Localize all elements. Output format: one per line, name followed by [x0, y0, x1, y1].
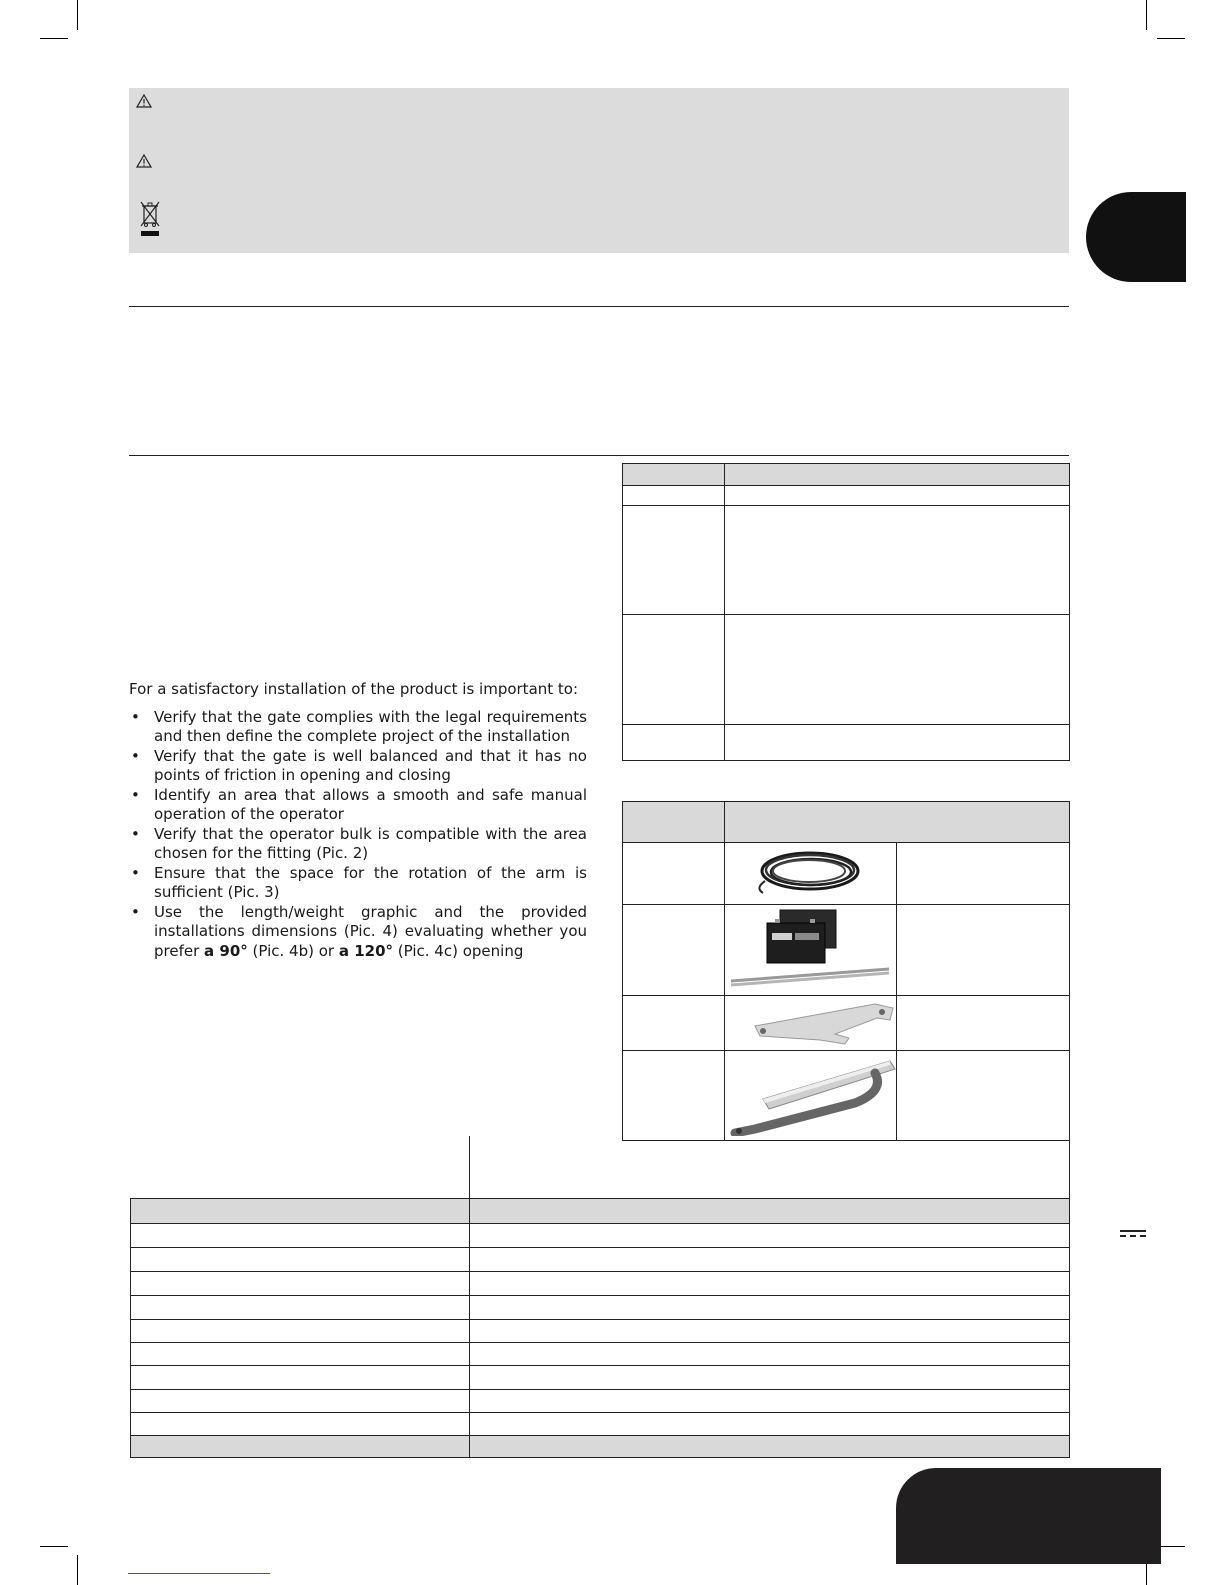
- table-row: [131, 1343, 1070, 1366]
- table-row: [623, 615, 1070, 725]
- crossed-out-bin-icon: [139, 200, 161, 238]
- list-item-text: (Pic. 4b) or: [247, 941, 339, 960]
- table-row: [131, 1390, 1070, 1413]
- table-cell: [725, 725, 1070, 761]
- table-cell: [623, 802, 725, 843]
- list-item: [129, 864, 587, 903]
- table-cell: [725, 464, 1070, 486]
- table-row: [623, 506, 1070, 615]
- warning-triangle-icon: [136, 154, 152, 168]
- list-item-text: Use the length/weight graphic and the provided installations dimensions (Pic. 4) evaluating whether you prefer: [154, 902, 587, 960]
- table-cell: [623, 905, 725, 996]
- table-cell: [725, 615, 1070, 725]
- table-cell: [470, 1248, 1070, 1272]
- warning-box: [129, 88, 1069, 253]
- table-cell: [725, 996, 897, 1051]
- bullet: •: [131, 746, 140, 765]
- crop-mark: [1157, 1546, 1185, 1547]
- language-tab: [1086, 192, 1186, 282]
- list-item: [129, 708, 587, 747]
- table-cell: [623, 843, 725, 905]
- table-cell: [725, 486, 1070, 506]
- table-row: [131, 1272, 1070, 1296]
- table-row: [131, 1296, 1070, 1320]
- opening-90: a 90°: [204, 941, 248, 960]
- crop-mark: [77, 0, 78, 30]
- dc-current-icon: [1120, 1230, 1146, 1240]
- list-item-text: Verify that the gate complies with the legal requirements and then define the complete project of the installation: [154, 707, 587, 745]
- table-row: [131, 1413, 1070, 1436]
- table-cell: [725, 905, 897, 996]
- table-cell: [131, 1366, 470, 1390]
- table-cell: [897, 905, 1070, 996]
- table-header-row: [623, 802, 1070, 843]
- table-cell: [131, 1436, 470, 1458]
- table-cell: [470, 1224, 1070, 1248]
- warning-triangle-icon: [136, 94, 152, 108]
- table-cell: [725, 506, 1070, 615]
- table-cell: [131, 1296, 470, 1320]
- technical-data-table: [130, 1198, 1070, 1458]
- technical-data-header: [129, 1136, 1070, 1198]
- table-row: [623, 725, 1070, 761]
- checklist-lead: For a satisfactory installation of the product is important to:: [129, 680, 579, 698]
- table-header-row: [131, 1199, 1070, 1224]
- spec-table-right: [622, 463, 1070, 761]
- table-cell: [725, 843, 897, 905]
- table-row: [623, 996, 1070, 1051]
- table-footer-row: [131, 1436, 1070, 1458]
- list-item: [129, 825, 587, 864]
- table-cell: [897, 996, 1070, 1051]
- table-cell: [470, 1296, 1070, 1320]
- table-row: [623, 843, 1070, 905]
- table-cell: [470, 1413, 1070, 1436]
- table-row: [131, 1248, 1070, 1272]
- table-cell: [470, 1199, 1070, 1224]
- crop-mark: [77, 1555, 78, 1585]
- table-cell: [897, 843, 1070, 905]
- crop-mark: [40, 1546, 68, 1547]
- table-row: [623, 905, 1070, 996]
- crop-mark: [40, 38, 68, 39]
- page-number-tab: [896, 1468, 1161, 1564]
- bullet: •: [131, 902, 140, 921]
- sliding-arm-image: [725, 1051, 896, 1136]
- table-cell: [623, 464, 725, 486]
- footer-link[interactable]: [128, 1573, 270, 1574]
- table-cell: [623, 725, 725, 761]
- list-item: [129, 747, 587, 786]
- table-cell: [623, 1051, 725, 1141]
- table-cell: [131, 1272, 470, 1296]
- section-divider: [129, 455, 1069, 456]
- list-item-text: Verify that the operator bulk is compatible with the area chosen for the fitting (Pic. 2): [154, 824, 587, 862]
- table-cell: [897, 1051, 1070, 1141]
- table-cell: [470, 1366, 1070, 1390]
- table-cell: [470, 1390, 1070, 1413]
- table-cell: [470, 1436, 1070, 1458]
- list-item-text: Ensure that the space for the rotation of the arm is sufficient (Pic. 3): [154, 863, 587, 901]
- table-cell: [131, 1390, 470, 1413]
- bullet: •: [131, 785, 140, 804]
- crop-mark: [1146, 0, 1147, 30]
- table-cell: [131, 1248, 470, 1272]
- table-row: [131, 1366, 1070, 1390]
- table-cell: [623, 996, 725, 1051]
- column-divider: [1069, 1136, 1070, 1198]
- table-cell: [470, 1272, 1070, 1296]
- straight-arm-image: [725, 996, 896, 1046]
- table-cell: [131, 1224, 470, 1248]
- table-row: [131, 1224, 1070, 1248]
- table-cell: [623, 486, 725, 506]
- list-item-text: Identify an area that allows a smooth and safe manual operation of the operator: [154, 785, 587, 823]
- table-cell: [131, 1199, 470, 1224]
- table-cell: [623, 615, 725, 725]
- battery-kit-image: [725, 905, 896, 991]
- table-row: [623, 486, 1070, 506]
- list-item-text: (Pic. 4c) opening: [393, 941, 524, 960]
- bullet: •: [131, 824, 140, 843]
- table-row: [131, 1320, 1070, 1343]
- bullet: •: [131, 863, 140, 882]
- opening-120: a 120°: [338, 941, 394, 960]
- table-header-row: [623, 464, 1070, 486]
- accessories-table: [622, 801, 1070, 1141]
- table-cell: [623, 506, 725, 615]
- list-item: [129, 903, 587, 962]
- table-row: [623, 1051, 1070, 1141]
- section-divider: [129, 306, 1069, 307]
- table-cell: [131, 1413, 470, 1436]
- column-divider: [469, 1136, 470, 1198]
- checklist-bullets: [129, 708, 587, 962]
- installation-checklist: [129, 680, 587, 961]
- bullet: •: [131, 707, 140, 726]
- cable-coil-image: [725, 843, 896, 900]
- list-item: [129, 786, 587, 825]
- table-cell: [131, 1343, 470, 1366]
- table-cell: [725, 802, 1070, 843]
- crop-mark: [1157, 38, 1185, 39]
- table-cell: [470, 1320, 1070, 1343]
- table-cell: [131, 1320, 470, 1343]
- table-cell: [470, 1343, 1070, 1366]
- list-item-text: Verify that the gate is well balanced and that it has no points of friction in opening and closing: [154, 746, 587, 784]
- table-cell: [725, 1051, 897, 1141]
